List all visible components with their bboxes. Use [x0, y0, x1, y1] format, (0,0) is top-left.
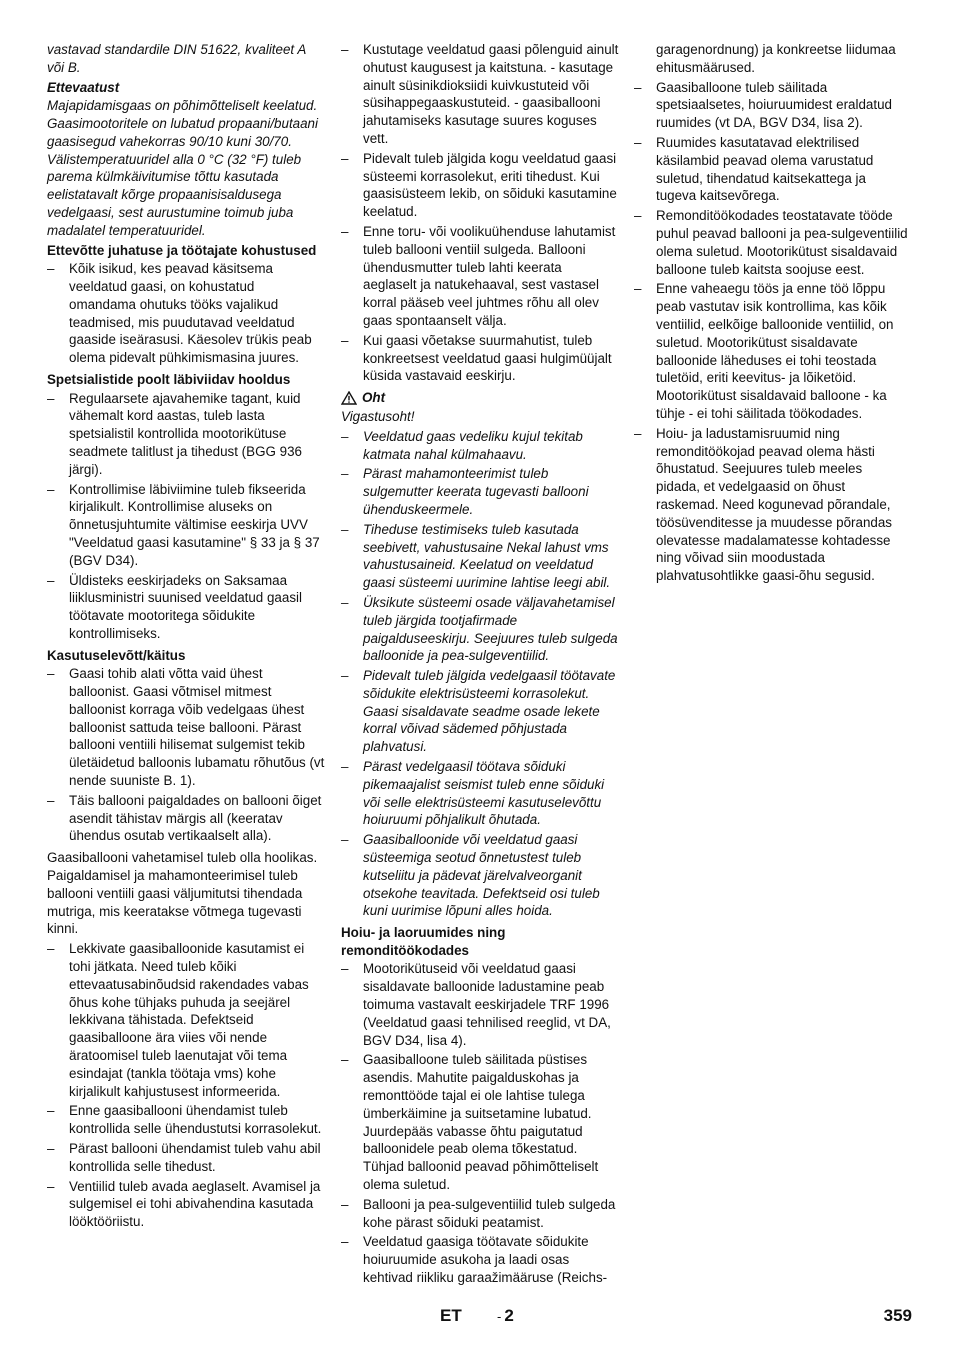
list-item: – Enne vaheaegu töös ja enne töö lõppu peab vastutav isik kontrollima, kas kõik ventiilid, eelkõige balloonide ventiilid, on suletud. Mootorikütust sisaldavate balloonide läheduses ei tohi teostada tuletöid, eriti keevitus- ja lõiketöid. Mootorikütust sisaldavaid balloone - ka tühje - ei tohi säilitada töökodades. — [634, 280, 908, 422]
caution-heading: Ettevaatust — [47, 79, 120, 95]
list-item: – Tiheduse testimiseks tuleb kasutada seebivett, vahustusaine Nekal lahust vms vahustusaineid. Keelatud on veeldatud gaasi süsteemi uurimine lahtise leegi abil. — [341, 521, 619, 592]
storage-heading: Hoiu- ja laoruumides ning remonditöökodades — [341, 925, 506, 958]
list-item: – Gaasiballoone tuleb säilitada püstises asendis. Mahutite paigalduskohas ja remonttööde tajal ei ole lahtise tulega ümberkäimine ja suitsetamine lubatud. Juurdepääs vabasse õhtu paigutatud balloonidele peab olema tõkestatud. Tühjad balloonid peavad põhimõtteliselt olema suletud. — [341, 1051, 619, 1193]
list-item: – Kontrollimise läbiviimine tuleb fikseerida kirjalikult. Kontrollimise aluseks on õnnetusjuhtumite vältimise eeskirja UVV "Veeldatud gaasi kasutamine" § 33 ja § 37 (BGV D34). — [47, 481, 325, 570]
use-list-2 — [47, 940, 325, 1231]
list-item: – Ruumides kasutatavad elektrilised käsilambid peavad olema varustatud suletud, tihendatud kaitsekattega ja tugeva kaitsevõrega. — [634, 134, 908, 205]
spec-heading: Spetsialistide poolt läbiviidav hooldus — [47, 371, 291, 387]
list-item: – Enne toru- või voolikuühenduse lahutamist tuleb ballooni ventiil sulgeda. Ballooni ühendusmutter tuleb lahti keerata aeglaselt ja natukehaaval, sest vastasel korral pääseb veel juhtmes rõhu all olev gaas spontaanselt välja. — [341, 223, 619, 330]
list-item: – Pärast mahamonteerimist tuleb sulgemutter keerata tugevasti ballooni ühenduskeermele. — [341, 465, 619, 518]
list-item: – Pidevalt tuleb jälgida vedelgaasil töötavate sõidukite elektrisüsteemi korrasolekut. Gaasi sisaldavate seadme osade lekete korral võivad sädemed põhjustada plahvatusi. — [341, 667, 619, 756]
duty-list — [47, 260, 325, 367]
list-item: – Kõik isikud, kes peavad käsitsema veeldatud gaasi, on kohustatud omandama ohutuks tööks vajalikud teadmised, mis puudutavad veeldatud gaaside iseärasusi. Käesolev trükis peab olema pidevalt pühkimismasina juures. — [47, 260, 325, 367]
list-item: – Gaasiballoonide või veeldatud gaasi süsteemiga seotud õnnetustest tuleb kutseliitu ja pädevat järelvalveorganit otsekohe teavitada. Defektseid osi tuleb kuni uurimise lõpuni alles hoida. — [341, 831, 619, 920]
list-item: – Hoiu- ja ladustamisruumid ning remonditöökojad peavad olema hästi õhustatud. Seejuures tuleb meeles pidada, et vedelgaasid on õhust raskemad. Need kogunevad põrandale, töösüvenditesse ja muudesse põrandas olevatesse madalamatesse kohtadesse ning võivad siin moodustada plahvatusohtlikke gaasi-õhu segusid. — [634, 425, 908, 585]
fire-list — [341, 41, 619, 385]
continued-text: garagenordnung) ja konkreetse liidumaa ehitusmäärused. — [656, 42, 896, 75]
list-item: – Lekkivate gaasiballoonide kasutamist ei tohi jätkata. Need tuleb kõiki ettevaatusabinõudsid rakendades vabas õhus kohe tühjaks puhuda ja seejärel lekkivana tähistada. Defektseid gaasiballoone ära viies või nende äratoomisel tuleb laenutajat või tema esindajat (tankla töötaja vms) kohe kirjalikult kahjustusest informeerida. — [47, 940, 325, 1100]
list-item: – Pärast vedelgaasil töötava sõiduki pikemaajalist seismist tuleb enne sõiduki või selle elektrisüsteemi kasutuselevõttu hoiuruumi põhjalikult õhutada. — [341, 758, 619, 829]
use-list — [47, 665, 325, 845]
list-item: – Regulaarsete ajavahemike tagant, kuid vähemalt kord aastas, tuleb lasta spetsialistil kontrollida mootorikütuse seadmete talitlust ja tihedust (BGG 936 järgi). — [47, 390, 325, 479]
duty-heading: Ettevõtte juhatuse ja töötajate kohustused — [47, 242, 317, 258]
column-2 — [341, 41, 619, 1291]
use-heading: Kasutuselevõtt/käitus — [47, 647, 186, 663]
page-number: 359 — [883, 1306, 912, 1325]
list-item: – Pärast ballooni ühendamist tuleb vahu abil kontrollida selle tihedust. — [47, 1140, 325, 1176]
list-item: – Ballooni ja pea-sulgeventiilid tuleb sulgeda kohe pärast sõiduki peatamist. — [341, 1196, 619, 1232]
warning-triangle-icon — [341, 391, 357, 405]
danger-heading — [341, 389, 619, 407]
column-3 — [634, 41, 908, 589]
storage-list — [341, 960, 619, 1286]
list-item: – Kui gaasi võetakse suurmahutist, tuleb konkreetsest veeldatud gaasi hulgimüüjalt küsida vastavaid eeskirju. — [341, 332, 619, 385]
list-item: – Mootorikütuseid või veeldatud gaasi sisaldavate balloonide ladustamine peab toimuma vastavalt eeskirjadele TRF 1996 (Veeldatud gaasi tehnilised reeglid, vt DA, BGV D34, lisa 4). — [341, 960, 619, 1049]
list-item: – Kustutage veeldatud gaasi põlenguid ainult ohutust kaugusest ja kaitstuna. - kasutage ainult süsinikdioksiidi kuivkustuteid või süsihappegaaskustuteid. - gaasiballooni jahutamiseks kasutage suures koguses vett. — [341, 41, 619, 148]
column-1 — [47, 41, 325, 1235]
list-item: – Veeldatud gaasiga töötavate sõidukite hoiuruumide asukoha ja laadi osas kehtivad riikliku garaažimääruse (Reichs- — [341, 1233, 619, 1286]
use-paragraph: Gaasiballooni vahetamisel tuleb olla hoolikas. Paigaldamisel ja mahamonteerimisel tuleb ballooni ventiili gaasi väljumitutsi tihendada mutriga, mis keeratakse võtmega tugevasti kinni. — [47, 850, 318, 937]
storage-list-continued — [634, 79, 908, 585]
section-page — [497, 1306, 514, 1326]
list-item: – Remonditöökodades teostatavate tööde puhul peavad ballooni ja pea-sulgeventiilid olema suletud. Mootorikütust sisaldavaid balloone tuleb kaitsta soojuse eest. — [634, 207, 908, 278]
caution-text: Majapidamisgaas on põhimõtteliselt keelatud. Gaasimootoritele on lubatud propaani/butaani gaasisegud vahekorras 90/10 kuni 30/70. Välistemperatuuridel alla 0 °C (32 °F) tuleb parema külmkäivitumise tõttu kasutada eelistatavalt kõrge propaanisisaldusega vedelgaasi, sest aurustumine toimub juba madalatel temperatuuridel. — [47, 98, 318, 238]
section-dash: - — [497, 1309, 502, 1324]
list-item: – Üldisteks eeskirjadeks on Saksamaa liiklusministri suunised veeldatud gaasil töötavate mootoritega sõidukite kontrollimiseks. — [47, 572, 325, 643]
list-item: – Veeldatud gaas vedeliku kujul tekitab katmata nahal külmahaavu. — [341, 428, 619, 464]
danger-list — [341, 428, 619, 921]
intro-text: vastavad standardile DIN 51622, kvaliteet A või B. — [47, 42, 306, 75]
list-item: – Pidevalt tuleb jälgida kogu veeldatud gaasi süsteemi korrasolekut, eriti tihedust. Kui gaasisüsteem lekib, on sõiduki kasutamine keelatud. — [341, 150, 619, 221]
spec-list — [47, 390, 325, 643]
list-item: – Üksikute süsteemi osade väljavahetamisel tuleb järgida tootjafirmade paigalduseeskirju. Seejuures tuleb sulgeda balloonide ja pea-sulgeventiilid. — [341, 594, 619, 665]
list-item: – Gaasiballoone tuleb säilitada spetsiaalsetes, hoiuruumidest eraldatud ruumides (vt DA, BGV D34, lisa 2). — [634, 79, 908, 132]
list-item: – Ventiilid tuleb avada aeglaselt. Avamisel ja sulgemisel ei tohi abivahendina kasutada lööktööriistu. — [47, 1178, 325, 1231]
danger-subtitle: Vigastusoht! — [341, 408, 415, 424]
language-code: ET — [440, 1306, 462, 1325]
danger-title: Oht — [362, 390, 386, 406]
list-item: – Täis ballooni paigaldades on ballooni õiget asendit tähistav märgis all (keeratav ühendus osutab vertikaalselt alla). — [47, 792, 325, 845]
list-item: – Enne gaasiballooni ühendamist tuleb kontrollida selle ühendustutsi korrasolekut. — [47, 1102, 325, 1138]
section-page-number: 2 — [504, 1306, 514, 1325]
list-item: – Gaasi tohib alati võtta vaid ühest balloonist. Gaasi võtmisel mitmest balloonist korraga võib vedelgaas ühest balloonist sattuda teise ballooni. Pärast ballooni ventiili hilisemat sulgemist tekib ületäidetud balloonis lubamatu rõhutõus (vt nende suuniste B. 1). — [47, 665, 325, 790]
